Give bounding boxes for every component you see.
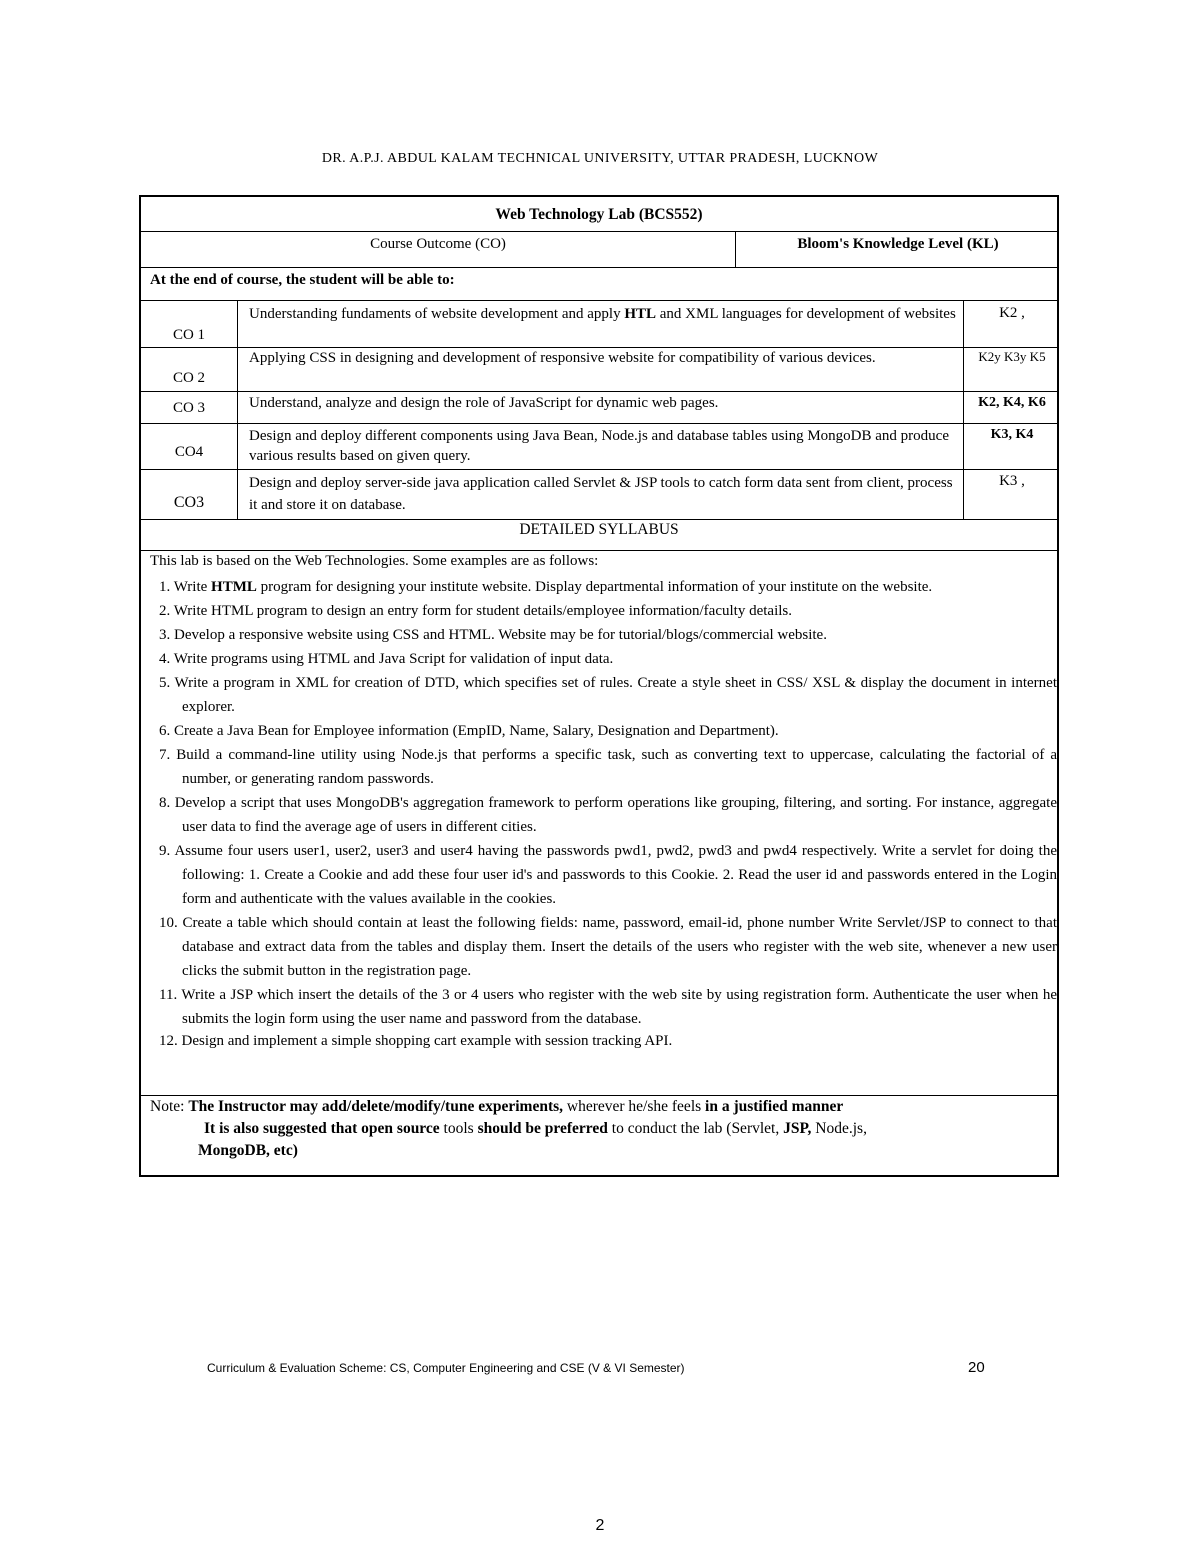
divider <box>735 231 736 267</box>
syllabus-heading: DETAILED SYLLABUS <box>519 521 679 538</box>
syllabus-intro: This lab is based on the Web Technologies. Some examples are as follows: <box>150 553 599 569</box>
instructor-note: Note: The Instructor may add/delete/modify/tune experiments, wherever he/she feels in a justified manner It is also suggested that open source tools should be preferred to conduct the lab (Servlet, JSP, Node.js, MongoDB, etc) <box>150 1098 867 1159</box>
co-code: CO3 <box>173 494 205 511</box>
experiment-item: 8. Develop a script that uses MongoDB's aggregation framework to perform operations like grouping, filtering, and sorting. For instance, aggregate user data to find the average age of users in different cities. <box>159 795 1057 835</box>
co-knowledge-level: K2, K4, K6 <box>978 395 1046 410</box>
kl-column-header: Bloom's Knowledge Level (KL) <box>797 236 999 252</box>
divider <box>141 231 1057 232</box>
divider <box>141 267 1057 268</box>
experiment-item: 9. Assume four users user1, user2, user3 and user4 having the passwords pwd1, pwd2, pwd3 and pwd4 respectively. Write a servlet for doing the following: 1. Create a Cookie and add these four user id's and passwords to this Cookie. 2. Read the user id and passwords entered in the Login form and authenticate with the values available in the cookies. <box>159 843 1057 907</box>
divider <box>237 300 238 520</box>
co-knowledge-level: K3, K4 <box>990 427 1034 442</box>
experiment-item: 1. Write HTML program for designing your institute website. Display departmental information of your institute on the website. <box>159 579 933 595</box>
university-header: DR. A.P.J. ABDUL KALAM TECHNICAL UNIVERSITY, UTTAR PRADESH, LUCKNOW <box>321 151 879 166</box>
co-description: Design and deploy different components using Java Bean, Node.js and database tables using MongoDB and produce various results based on given query. <box>249 428 949 464</box>
experiment-item: 6. Create a Java Bean for Employee information (EmpID, Name, Salary, Designation and Department). <box>159 723 779 739</box>
footer-page-ref: 20 <box>968 1359 985 1376</box>
divider <box>963 300 964 520</box>
experiment-list <box>150 575 1057 1051</box>
outcomes-lead: At the end of course, the student will be able to: <box>150 272 455 288</box>
course-title: Web Technology Lab (BCS552) <box>495 206 703 223</box>
co-code: CO 2 <box>172 370 206 386</box>
experiment-item: 5. Write a program in XML for creation of DTD, which specifies set of rules. Create a style sheet in CSS/ XSL & display the document in internet explorer. <box>159 675 1057 715</box>
experiment-item: 3. Develop a responsive website using CSS and HTML. Website may be for tutorial/blogs/commercial website. <box>159 627 827 643</box>
syllabus-table <box>139 195 1059 1177</box>
co-description: Design and deploy server-side java application called Servlet & JSP tools to catch form data sent from client, process it and store it on database. <box>249 475 953 513</box>
experiment-item: 7. Build a command-line utility using Node.js that performs a specific task, such as converting text to uppercase, calculating the factorial of a number, or generating random passwords. <box>159 747 1057 787</box>
experiment-item: 4. Write programs using HTML and Java Script for validation of input data. <box>159 651 614 667</box>
footer-scheme: Curriculum & Evaluation Scheme: CS, Computer Engineering and CSE (V & VI Semester) <box>207 1361 685 1375</box>
co-code: CO 3 <box>172 400 206 416</box>
co-knowledge-level: K3 , <box>999 473 1025 489</box>
divider <box>141 469 1057 470</box>
experiment-item: 11. Write a JSP which insert the details of the 3 or 4 users who register with the web site by using registration form. Authenticate the user when he submits the login form using the user name and password from the database. <box>159 987 1057 1027</box>
page-number: 2 <box>595 1517 605 1534</box>
co-column-header: Course Outcome (CO) <box>370 236 506 252</box>
experiment-item: 12. Design and implement a simple shopping cart example with session tracking API. <box>159 1033 673 1049</box>
co-knowledge-level: K2 , <box>999 305 1025 321</box>
co-knowledge-level: K2y K3y K5 <box>978 349 1046 364</box>
experiment-item: 2. Write HTML program to design an entry form for student details/employee information/faculty details. <box>159 603 792 619</box>
co-description: Understanding fundaments of website development and apply HTL and XML languages for development of websites <box>249 306 956 322</box>
co-description: Understand, analyze and design the role of JavaScript for dynamic web pages. <box>249 395 719 411</box>
divider <box>141 391 1057 392</box>
divider <box>141 423 1057 424</box>
co-code: CO 1 <box>172 327 206 343</box>
co-description: Applying CSS in designing and development of responsive website for compatibility of various devices. <box>249 350 876 366</box>
experiment-item: 10. Create a table which should contain at least the following fields: name, password, email-id, phone number Write Servlet/JSP to connect to that database and extract data from the tables and display them. Insert the details of the users who register with the web site, whenever a new user clicks the submit button in the registration page. <box>159 915 1057 979</box>
co-code: CO4 <box>174 444 204 460</box>
divider <box>141 300 1057 301</box>
